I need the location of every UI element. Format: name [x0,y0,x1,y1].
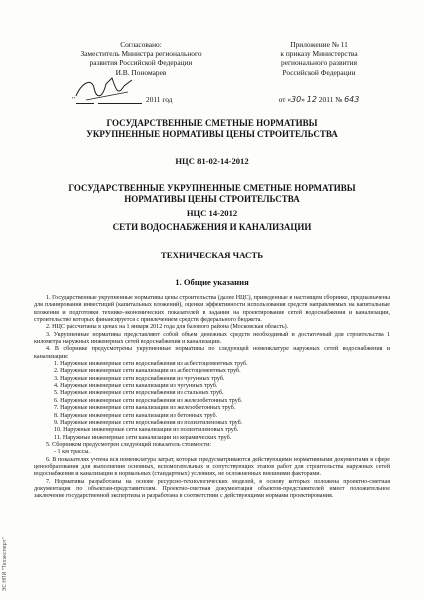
approval-label: Согласовано: [120,40,162,49]
appendix-day: 30 [291,95,302,104]
approval-year: 2011 год [146,95,173,104]
list-item: 9. Наружные инженерные сети водоснабжения из полиэтиленовых труб. [54,419,243,426]
signature-image [72,74,136,104]
appendix-order-number: 643 [344,95,360,104]
side-watermark-text: ЭС НПИ "Техэксперт" [3,537,8,591]
paragraph-4: 4. В сборнике предусмотрены укрупненные нормативы по следующей номенклатуре наружных сетей водоснабжения и канализации: [34,346,390,360]
side-watermark [3,537,15,593]
approval-block [66,40,216,77]
appendix-federation: Российской Федерации [282,67,356,77]
appendix-block [244,40,394,77]
list-item: 10. Наружные инженерные сети канализации из полиэтиленовых труб. [54,427,239,434]
list-item: 1. Наружные инженерные сети водоснабжения из асбестоцементных труб. [54,361,248,368]
document-code: НЦС 81-02-14-2012 [175,156,249,166]
paragraph-2: 2. НЦС рассчитаны в ценах на 1 января 2012 года для базового района (Московская область). [46,324,289,331]
appendix-title: Приложение № 11 [290,40,348,49]
collection-code: НЦС 14-2012 [186,208,238,218]
list-item: 6. Наружные инженерные сети водоснабжения из железобетонных труб. [54,397,243,404]
collection-subject: СЕТИ ВОДОСНАБЖЕНИЯ И КАНАЛИЗАЦИИ [112,222,312,232]
list-item: 8. Наружные инженерные сети канализации из бетонных труб. [54,412,218,419]
section-heading: 1. Общие указания [175,277,249,287]
main-title-line2: УКРУПНЕННЫЕ НОРМАТИВЫ ЦЕНЫ СТРОИТЕЛЬСТВА [86,129,338,139]
list-item: 3. Наружные инженерные сети водоснабжения из чугунных труб. [54,375,225,382]
appendix-date-prefix: от « [278,95,292,104]
paragraph-6: 6. В показателях учтена вся номенклатура затрат, которые предусматриваются действующими нормативными документами в сфере ценообразования для выполнения основных, вспомогательных и сопутствующих этапов работ для строительства наружных сетей водоснабжения и канализации в нормальных (стандартных) условиях, не осложненных внешними факторами. [34,456,390,478]
subtitle-line1: ГОСУДАРСТВЕННЫЕ УКРУПНЕННЫЕ СМЕТНЫЕ НОРМАТИВЫ [68,183,356,193]
paragraph-1: 1. Государственные укрупненные нормативы цены строительства (далее НЦС), приведенные в настоящем сборнике, предназначены для планирования инвестиций (капитальных вложений), оценки эффективности использования средств направляемых на капитальные вложения и подготовки технико-экономических показателей в задании на проектирование сетей водоснабжения и канализации, строительство которых финансируется с привлечением средств федерального бюджета. [34,295,390,324]
appendix-ministry: регионального развития [281,58,357,68]
approval-signatory: И.В. Пономарев [115,67,167,77]
approval-date-quote: " [72,95,76,104]
appendix-date: от «30» 12 2011 № 643 [278,95,360,104]
list-item: 4. Наружные инженерные сети канализации из чугунных труб. [54,383,218,390]
approval-position: Заместитель Министра регионального [80,49,202,59]
part-heading: ТЕХНИЧЕСКАЯ ЧАСТЬ [160,250,264,260]
paragraph-3: 3. Укрупненные нормативы представляют собой объем денежных средств необходимый и достаточный для строительства 1 километра наружных инженерных сетей водоснабжения и канализации. [34,331,390,346]
list-item: 11. Наружные инженерные сети канализации из керамических труб. [54,434,232,441]
list-item: 5. Наружные инженерные сети водоснабжения из стальных труб. [54,390,224,397]
paragraph-7: 7. Нормативы разработаны на основе ресурсно-технологических моделей, в основу которых положена проектно-сметная документация по объектам-представителям. Проектно-сметная документация объектов-представителей имеет положительное заключение государственной экспертизы и разработана в соответствии с действующими нормами проектирования. [34,478,390,500]
subtitle-line2: НОРМАТИВЫ ЦЕНЫ СТРОИТЕЛЬСТВА [124,194,300,204]
paragraph-5-item: - 1 км трассы. [54,449,90,456]
body-text [34,295,390,501]
list-item: 7. Наружные инженерные сети канализации из железобетонных труб. [54,405,236,412]
approval-ministry: развития Российской Федерации [89,58,193,68]
list-item: 2. Наружные инженерные сети канализации из асбестоцементных труб. [54,368,241,375]
appendix-order: к приказу Министерства [280,49,358,59]
appendix-year: 2011 № [318,95,343,104]
main-title-line1: ГОСУДАРСТВЕННЫЕ СМЕТНЫЕ НОРМАТИВЫ [106,118,318,128]
paragraph-5: 5. Сборником предусмотрен следующий показатель стоимости: [46,441,212,448]
appendix-month: 12 [306,95,317,104]
